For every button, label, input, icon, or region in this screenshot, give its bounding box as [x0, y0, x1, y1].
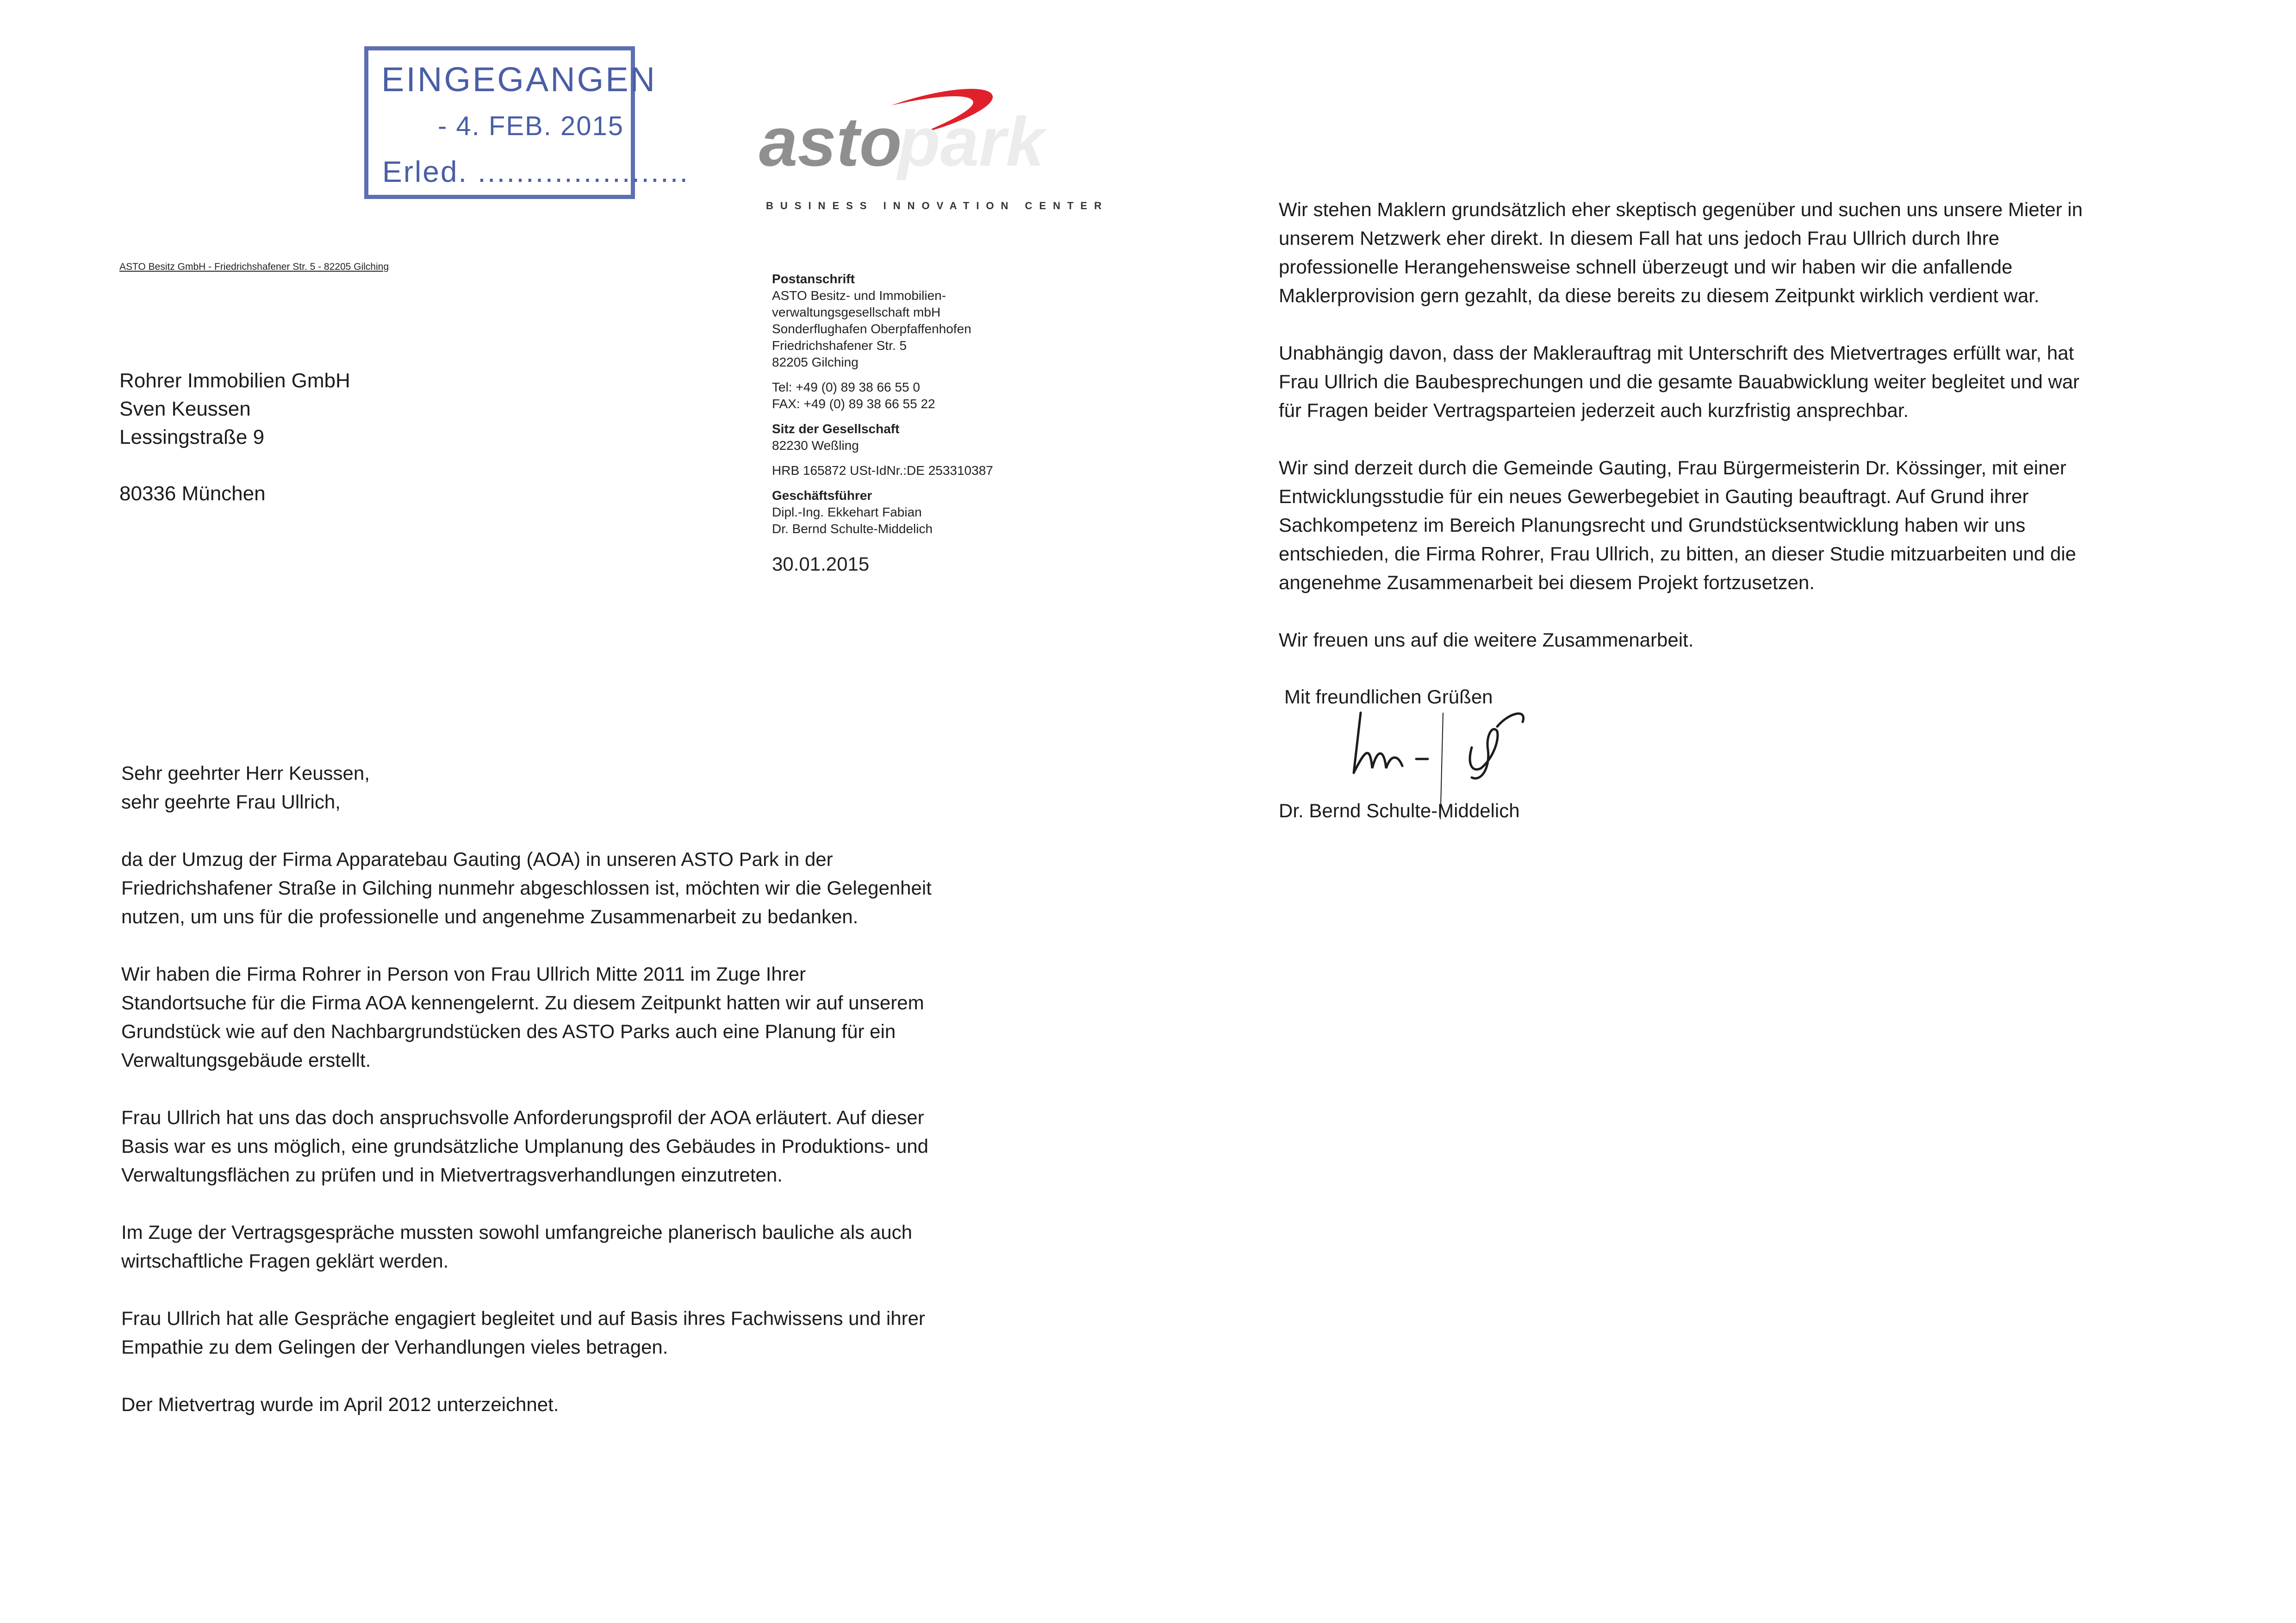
stamp-erled: Erled. ...................... [382, 155, 690, 188]
postal-line: 82205 Gilching [772, 355, 859, 369]
recipient-company: Rohrer Immobilien GmbH [119, 369, 350, 392]
seat-heading: Sitz der Gesellschaft [772, 422, 900, 436]
recipient-name: Sven Keussen [119, 398, 251, 420]
postal-line: verwaltungsgesellschaft mbH [772, 305, 941, 319]
paragraph: Wir stehen Maklern grundsätzlich eher skeptisch gegenüber und suchen uns unsere Mieter in unserem Netzwerk eher direkt. In diesem Fall hat uns jedoch Frau Ullrich durch Ihre professionelle Herangehensweise schnell überzeugt und wir haben wir die anfallende Maklerprovision gern gezahlt, da diese bereits zu diesem Zeitpunkt wirklich verdient war. [1279, 199, 2083, 306]
received-stamp [364, 46, 690, 199]
recipient-street: Lessingstraße 9 [119, 426, 265, 448]
register-number: HRB 165872 USt-IdNr.:DE 253310387 [772, 463, 993, 478]
recipient-address [119, 367, 350, 508]
paragraph: Unabhängig davon, dass der Maklerauftrag mit Unterschrift des Mietvertrages erfüllt war, hat Frau Ullrich die Baubesprechungen und die gesamte Bauabwicklung weiter begleitet und war für Fragen beider Vertragsparteien jederzeit auch kurzfristig ansprechbar. [1279, 342, 2080, 421]
stamp-title: EINGEGANGEN [381, 60, 657, 99]
manager-name: Dipl.-Ing. Ekkehart Fabian [772, 505, 922, 519]
paragraph: Wir haben die Firma Rohrer in Person von Frau Ullrich Mitte 2011 im Zuge Ihrer Standortsuche für die Firma AOA kennengelernt. Zu diesem Zeitpunkt hatten wir auf unserem Grundstück wie auf den Nachbargrundstücken des ASTO Parks auch eine Planung für ein Verwaltungsgebäude erstellt. [121, 963, 924, 1071]
postal-line: Friedrichshafener Str. 5 [772, 338, 907, 353]
paragraph: Frau Ullrich hat alle Gespräche engagiert begleitet und auf Basis ihres Fachwissens und ihrer Empathie zu dem Gelingen der Verhandlungen vieles betragen. [121, 1307, 925, 1358]
letter-body-left [121, 759, 1047, 1448]
company-info-block [772, 271, 993, 575]
sender-address-line: ASTO Besitz GmbH - Friedrichshafener Str. 5 - 82205 Gilching [119, 261, 389, 272]
recipient-city: 80336 München [119, 482, 266, 505]
salutation: Sehr geehrter Herr Keussen, sehr geehrte Frau Ullrich, [121, 762, 370, 813]
paragraph: Wir sind derzeit durch die Gemeinde Gauting, Frau Bürgermeisterin Dr. Kössinger, mit einer Entwicklungsstudie für ein neues Gewerbegebiet in Gauting beauftragt. Auf Grund ihrer Sachkompetenz im Bereich Planungsrecht und Grundstücksentwicklung haben wir uns entschieden, die Firma Rohrer, Frau Ullrich, zu bitten, an dieser Studie mitzuarbeiten und die angenehme Zusammenarbeit bei diesem Projekt fortzusetzen. [1279, 457, 2076, 593]
paragraph: da der Umzug der Firma Apparatebau Gauting (AOA) in unseren ASTO Park in der Friedrichshafener Straße in Gilching nunmehr abgeschlossen ist, möchten wir die Gelegenheit nutzen, um uns für die professionelle und angenehme Zusammenarbeit zu bedanken. [121, 848, 932, 927]
logo-word-dark: asto [759, 103, 902, 180]
stamp-date: - 4. FEB. 2015 [438, 111, 624, 141]
logo-tagline: BUSINESS INNOVATION CENTER [766, 200, 1108, 211]
management-heading: Geschäftsführer [772, 488, 872, 503]
fax-number: FAX: +49 (0) 89 38 66 55 22 [772, 397, 935, 411]
paragraph: Wir freuen uns auf die weitere Zusammenarbeit. [1279, 629, 1694, 651]
letter-body-right [1279, 195, 2204, 683]
phone-number: Tel: +49 (0) 89 38 66 55 0 [772, 380, 920, 394]
closing: Mit freundlichen Grüßen [1284, 686, 1493, 708]
postal-line: Sonderflughafen Oberpfaffenhofen [772, 322, 971, 336]
paragraph: Der Mietvertrag wurde im April 2012 unterzeichnet. [121, 1393, 559, 1415]
signer-name: Dr. Bernd Schulte-Middelich [1279, 800, 1520, 821]
logo-word-light: park [898, 103, 1045, 180]
seat-value: 82230 Weßling [772, 438, 859, 453]
postal-line: ASTO Besitz- und Immobilien- [772, 288, 946, 303]
paragraph: Frau Ullrich hat uns das doch anspruchsvolle Anforderungsprofil der AOA erläutert. Auf dieser Basis war es uns möglich, eine grundsätzliche Umplanung des Gebäudes in Produktions- und Verwaltungsflächen zu prüfen und in Mietvertragsverhandlungen einzutreten. [121, 1107, 928, 1186]
letter-date: 30.01.2015 [772, 553, 870, 575]
postal-heading: Postanschrift [772, 272, 855, 286]
manager-name: Dr. Bernd Schulte-Middelich [772, 522, 933, 536]
paragraph: Im Zuge der Vertragsgespräche mussten sowohl umfangreiche planerisch bauliche als auch wirtschaftliche Fragen geklärt werden. [121, 1221, 912, 1272]
